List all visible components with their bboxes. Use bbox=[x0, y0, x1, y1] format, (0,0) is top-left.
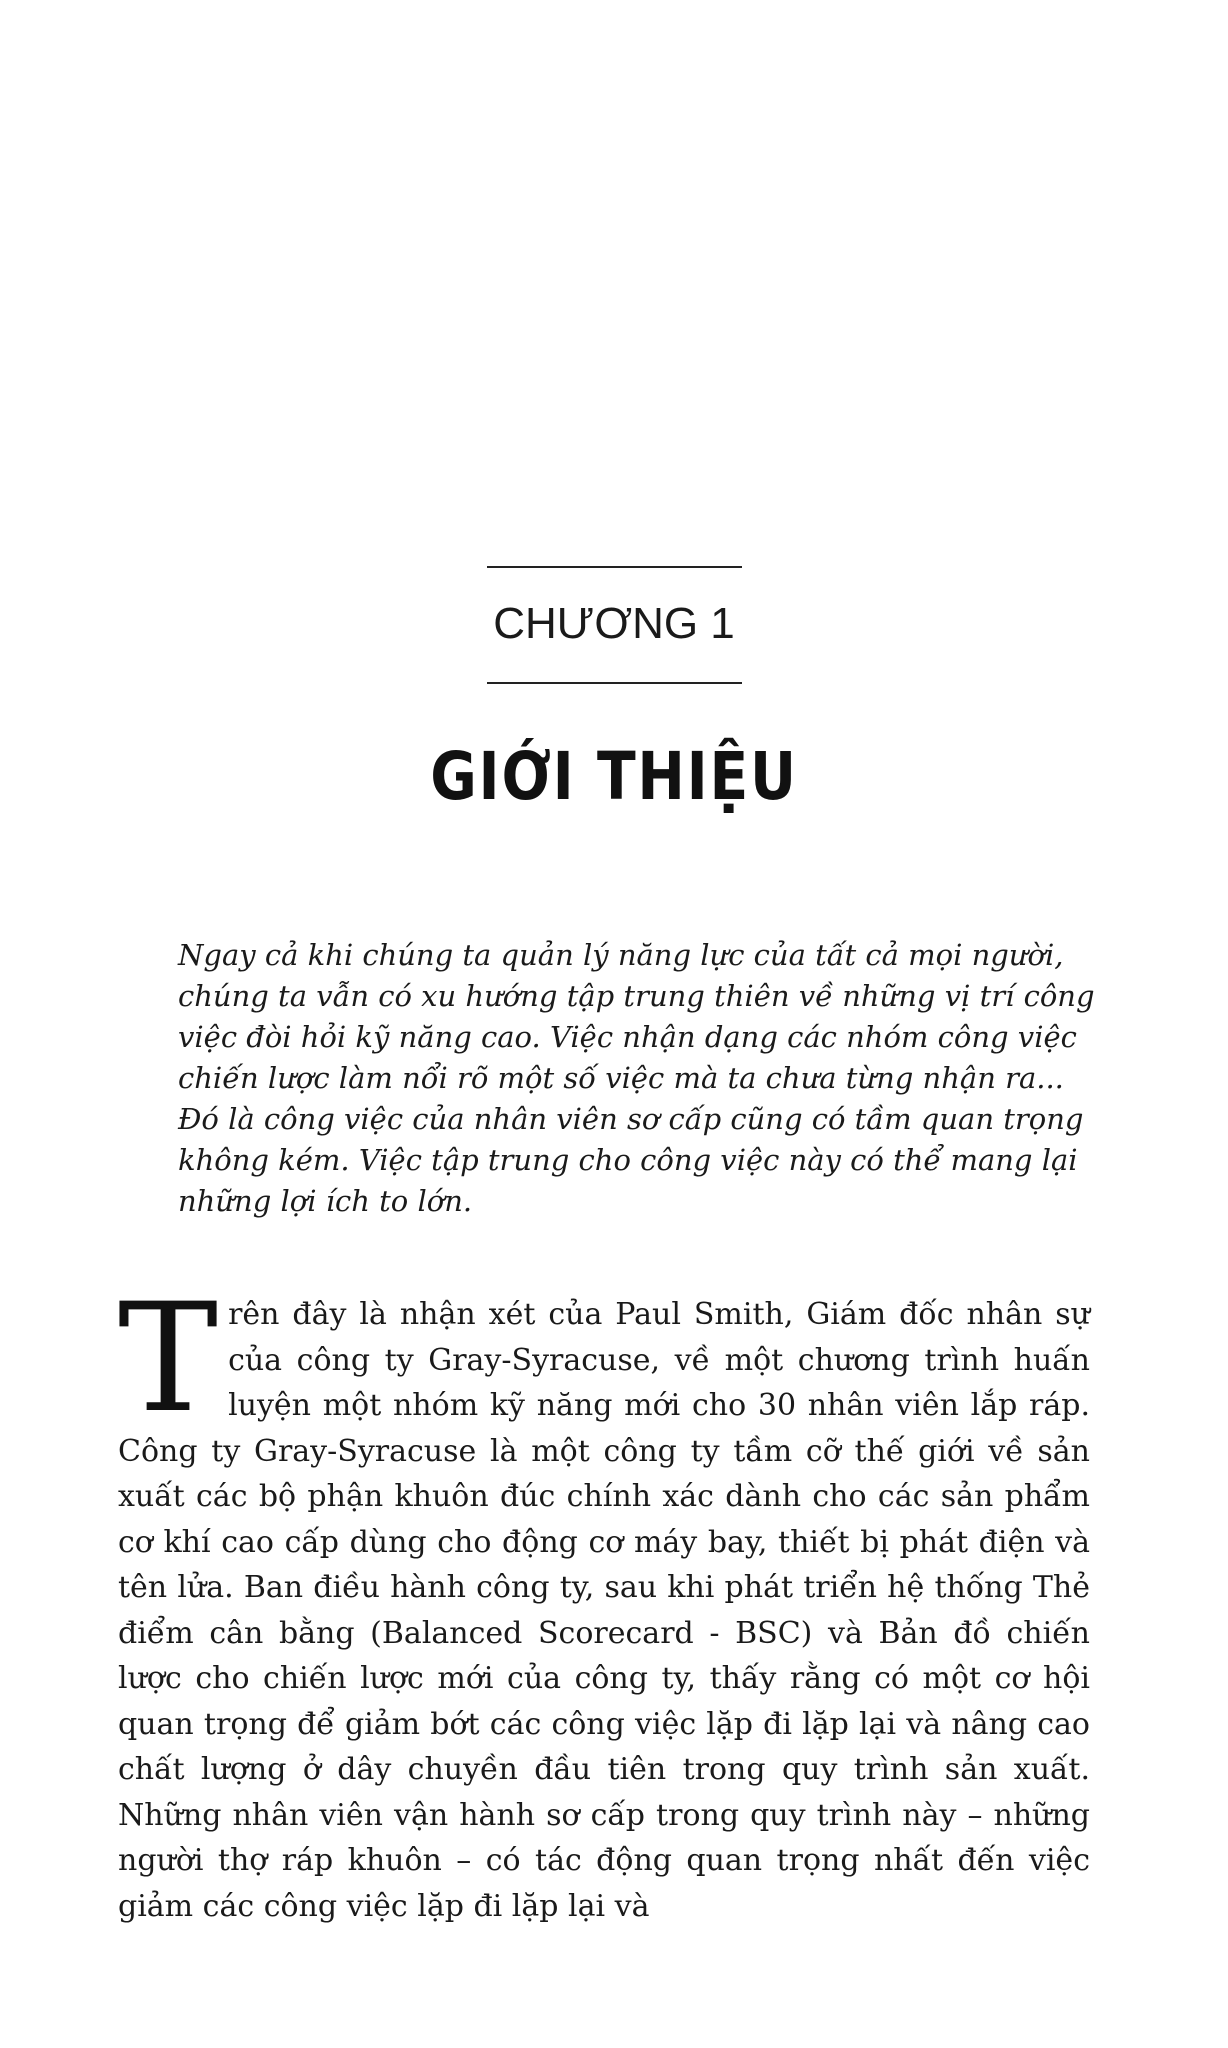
top-rule bbox=[487, 566, 742, 568]
epigraph-quote: Ngay cả khi chúng ta quản lý năng lực của tất cả mọi người, chúng ta vẫn có xu hướng tập trung thiên về những vị trí công việc đòi hỏi kỹ năng cao. Việc nhận dạng các nhóm công việc chiến lược làm nổi rõ một số việc mà ta chưa từng nhận ra... Đó là công việc của nhân viên sơ cấp cũng có tầm quan trọng không kém. Việc tập trung cho công việc này có thể mang lại những lợi ích to lớn. bbox=[178, 938, 1095, 1218]
chapter-title: GIỚI THIỆU bbox=[430, 738, 798, 815]
chapter-heading bbox=[0, 566, 1228, 684]
body-paragraph-text: rên đây là nhận xét của Paul Smith, Giám đốc nhân sự của công ty Gray-Syracuse, về một chương trình huấn luyện một nhóm kỹ năng mới cho 30 nhân viên lắp ráp. Công ty Gray-Syracuse là một công ty tầm cỡ thế giới về sản xuất các bộ phận khuôn đúc chính xác dành cho các sản phẩm cơ khí cao cấp dùng cho động cơ máy bay, thiết bị phát điện và tên lửa. Ban điều hành công ty, sau khi phát triển hệ thống Thẻ điểm cân bằng (Balanced Scorecard - BSC) và Bản đồ chiến lược cho chiến lược mới của công ty, thấy rằng có một cơ hội quan trọng để giảm bớt các công việc lặp đi lặp lại và nâng cao chất lượng ở dây chuyền đầu tiên trong quy trình sản xuất. Những nhân viên vận hành sơ cấp trong quy trình này – những người thợ ráp khuôn – có tác động quan trọng nhất đến việc giảm các công việc lặp đi lặp lại và bbox=[118, 1297, 1090, 1924]
body-paragraph bbox=[118, 1272, 1090, 1929]
drop-cap: T bbox=[118, 1272, 219, 1446]
chapter-number: CHƯƠNG 1 bbox=[493, 599, 735, 648]
bottom-rule bbox=[487, 682, 742, 684]
